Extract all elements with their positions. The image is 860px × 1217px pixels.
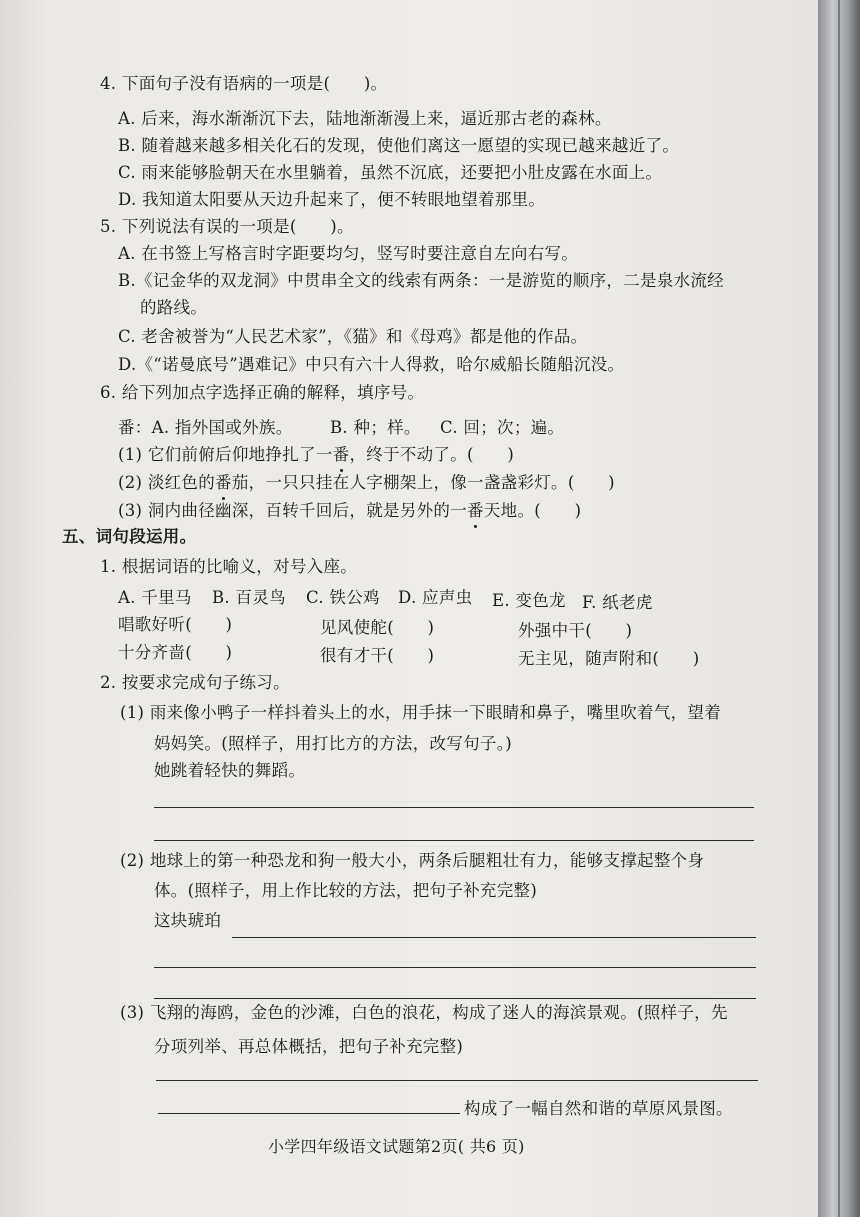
s5-q2-part1-line1: (1) 雨来像小鸭子一样抖着头上的水，用手抹一下眼睛和鼻子，嘴里吹着气，望着 (120, 703, 722, 722)
section-title: 五、词句段运用。 (62, 527, 197, 546)
dotted-char: 番 (467, 501, 484, 520)
q5-option-c: C. 老舍被誉为“人民艺术家”，《猫》和《母鸡》都是他的作品。 (118, 327, 588, 346)
q6-sentence-2: (2) 淡红色的番茄，一只只挂在人字棚架上，像一盏盏彩灯。( ) (118, 473, 615, 492)
q5-option-d: D.《“诺曼底号”遇难记》中只有六十人得救，哈尔威船长随船沉没。 (118, 355, 625, 374)
paper-edge-line (838, 0, 840, 1217)
q5-stem: 5. 下列说法有误的一项是( )。 (100, 217, 354, 236)
choice-a: A. 千里马 (118, 588, 192, 607)
s5-q2-stem: 2. 按要求完成句子练习。 (100, 673, 290, 692)
q6-option-a: 番：A. 指外国或外族。 (118, 418, 293, 437)
dotted-char: 番 (332, 445, 350, 464)
s5-q2-part3-tail: 构成了一幅自然和谐的草原风景图。 (464, 1099, 733, 1118)
answer-line[interactable] (154, 807, 754, 808)
s5-q2-part2-prompt: 这块琥珀 (154, 911, 222, 930)
page-footer: 小学四年级语文试题第2页( 共6 页) (268, 1137, 525, 1156)
choice-b: B. 百灵鸟 (212, 588, 286, 607)
choice-f: F. 纸老虎 (582, 593, 653, 612)
q4-option-b: B. 随着越来越多相关化石的发现，使他们离这一愿望的实现已越来越近了。 (118, 136, 680, 155)
answer-line[interactable] (154, 998, 756, 999)
choice-e: E. 变色龙 (492, 591, 566, 610)
s5-q2-part3-line2: 分项列举、再总体概括，把句子补充完整) (154, 1037, 464, 1056)
match-item: 唱歌好听( ) (118, 615, 233, 634)
choice-c: C. 铁公鸡 (306, 588, 380, 607)
dotted-char: 番 (215, 473, 232, 492)
s5-q2-part1-example: 她跳着轻快的舞蹈。 (154, 761, 306, 780)
s5-q2-part2-line2: 体。(照样子，用上作比较的方法，把句子补充完整) (154, 881, 538, 900)
s5-q2-part2-line1: (2) 地球上的第一种恐龙和狗一般大小，两条后腿粗壮有力，能够支撑起整个身 (120, 851, 705, 870)
q6-option-b: B. 种；样。 (330, 418, 421, 437)
match-item: 很有才干( ) (320, 646, 435, 665)
q4-option-c: C. 雨来能够脸朝天在水里躺着，虽然不沉底，还要把小肚皮露在水面上。 (118, 163, 663, 182)
s5-q1-stem: 1. 根据词语的比喻义，对号入座。 (100, 557, 358, 576)
s5-q2-part1-line2: 妈妈笑。(照样子，用打比方的方法，改写句子。) (154, 734, 513, 753)
answer-line[interactable] (232, 937, 756, 938)
answer-line[interactable] (158, 1113, 460, 1114)
q6-option-c: C. 回；次；遍。 (440, 418, 565, 437)
s5-q2-part3-line1: (3) 飞翔的海鸥，金色的沙滩，白色的浪花，构成了迷人的海滨景观。(照样子，先 (120, 1003, 728, 1022)
choice-d: D. 应声虫 (398, 588, 473, 607)
answer-line[interactable] (154, 967, 756, 968)
q6-sentence-3: (3) 洞内曲径幽深，百转千回后，就是另外的一番天地。( ) (118, 501, 582, 520)
answer-line[interactable] (156, 1080, 758, 1081)
q6-sentence-1: (1) 它们前俯后仰地挣扎了一番，终于不动了。( ) (118, 445, 515, 464)
q5-option-b-line1: B.《记金华的双龙洞》中贯串全文的线索有两条：一是游览的顺序，二是泉水流经 (118, 271, 724, 290)
q5-option-a: A. 在书签上写格言时字距要均匀，竖写时要注意自左向右写。 (118, 244, 579, 263)
match-item: 见风使舵( ) (320, 618, 435, 637)
q5-option-b-line2: 的路线。 (140, 298, 208, 317)
q4-stem: 4. 下面句子没有语病的一项是( )。 (100, 74, 388, 93)
match-item: 无主见，随声附和( ) (518, 649, 700, 668)
q6-stem: 6. 给下列加点字选择正确的解释，填序号。 (100, 383, 425, 402)
q4-option-a: A. 后来，海水渐渐沉下去，陆地渐渐漫上来，逼近那古老的森林。 (118, 109, 612, 128)
answer-line[interactable] (154, 840, 754, 841)
q4-option-d: D. 我知道太阳要从天边升起来了，便不转眼地望着那里。 (118, 190, 546, 209)
match-item: 外强中干( ) (518, 621, 633, 640)
match-item: 十分齐啬( ) (118, 643, 233, 662)
